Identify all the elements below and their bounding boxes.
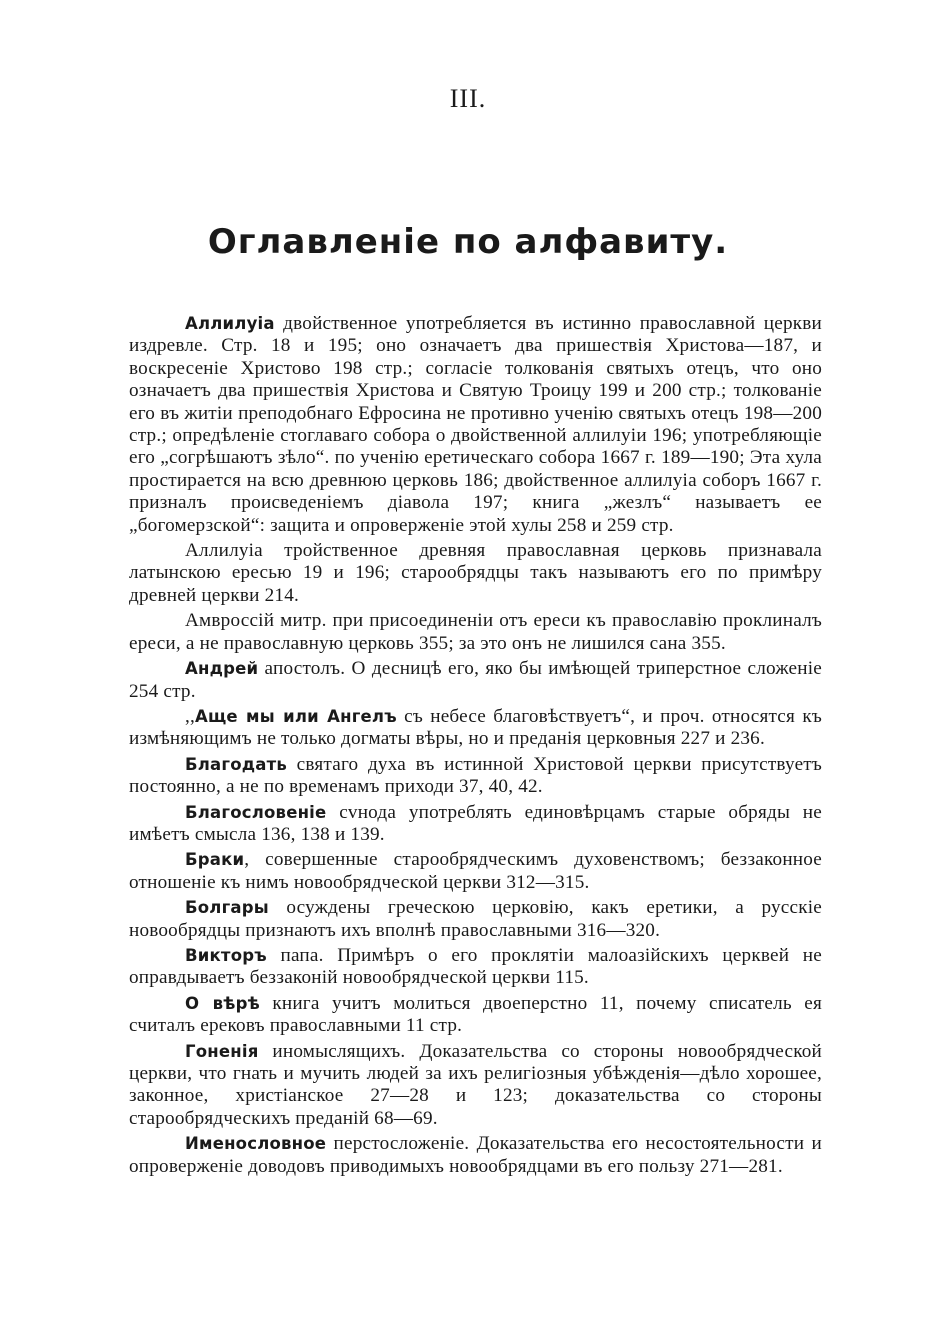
entry-text: иномыслящихъ. Доказательства со стороны новообрядческой церкви, что гнать и мучить людей за ихъ религiозныя убѣжденiя—дѣло хорошее, законное, христiанское 27—28 и 123; доказательства со стороны старообрядческихъ преданiй 68—69. <box>129 1040 822 1129</box>
index-entry <box>129 945 822 990</box>
index-entry <box>129 754 822 799</box>
entry-text: Амвроссiй митр. при присоединенiи отъ ереси къ православiю проклиналъ ереси, а не православную церковь 355; за это онъ не лишился сана 355. <box>129 610 822 654</box>
entry-term: Браки <box>185 850 245 870</box>
entry-text: книга учитъ молиться двоеперстно 11, почему списатель ея считалъ ерековъ православными 11 стр. <box>129 992 822 1037</box>
index-entry <box>129 993 822 1038</box>
entry-text: папа. Примѣръ о его проклятiи малоазiйскихъ церквей не оправдываетъ беззаконiй новообрядческой церкви 115. <box>129 944 822 989</box>
index-entry <box>129 313 822 537</box>
entry-term: Благодать <box>185 754 288 774</box>
index-entry <box>129 610 822 655</box>
page-number: III. <box>449 84 487 113</box>
entry-text: осуждены греческою церковiю, какъ еретики, а русскiе новообрядцы признаютъ ихъ вполнѣ православными 316—320. <box>129 897 822 941</box>
entry-text: сvнода употреблять единовѣрцамъ старые обряды не имѣетъ смысла 136, 138 и 139. <box>129 801 822 845</box>
entry-text: перстосложенiе. Доказательства его несостоятельности и опроверженiе доводовъ приводимыхъ новообрядцами въ его пользу 271—281. <box>129 1133 822 1177</box>
entry-text: Аллилуiа тройственное древняя православная церковь признавала латынскою ересью 19 и 196; старообрядцы такъ называютъ его по примѣру древней церкви 214. <box>129 540 822 606</box>
index-entry <box>129 802 822 847</box>
entry-term: Благословенiе <box>185 802 327 822</box>
entry-text: съ небесе благовѣствуетъ“, и проч. относятся къ измѣняющимъ не только догматы вѣры, но и преданiя церковныя 227 и 236. <box>129 705 822 750</box>
index-entry <box>129 1041 822 1131</box>
entry-text: , совершенные старообрядческимъ духовенствомъ; беззаконное отношенiе къ нимъ новообрядческой церкви 312—315. <box>129 849 822 893</box>
entry-text: святаго духа въ истинной Христовой церкви присутствуетъ постоянно, а не по временамъ приходи 37, 40, 42. <box>129 753 822 798</box>
entry-term: Викторъ <box>185 945 267 965</box>
index-entry <box>129 658 822 703</box>
index-entry <box>129 540 822 607</box>
index-entry: ,,Аще мы или Ангелъ съ небесе благовѣствуетъ“, и проч. относятся къ измѣняющимъ не только догматы вѣры, но и преданiя церковныя 227 и 236. <box>129 705 822 750</box>
index-entry <box>129 1133 822 1178</box>
index-entry <box>129 897 822 942</box>
entry-term: Андрей <box>185 659 259 679</box>
entry-term: Именословное <box>185 1134 327 1154</box>
index-entries <box>129 313 822 1181</box>
entry-term: Гоненiя <box>185 1041 259 1061</box>
entry-text: апостолъ. О десницѣ его, яко бы имѣющей триперстное сложенiе 254 стр. <box>129 658 822 702</box>
entry-text: двойственное употребляется въ истинно православной церкви издревле. Стр. 18 и 195; оно означаетъ два пришествiя Христова—187, и воскресенiе Христово 198 стр.; согласiе толкованiя святыхъ отецъ, что оно означаетъ два пришествiя Христова и Святую Троицу 199 и 200 стр.; толкованiе его въ житiи преподобнаго Ефросина не противно ученiю святыхъ отецъ 198—200 стр.; опредѣленiе стоглаваго собора о двойственной аллилуiи 196; употребляющiе его „согрѣшаютъ зѣло“. по ученiю еретическаго собора 1667 г. 189—190; Эта хула простирается на всю древнюю церковь 186; двойственное аллилуiа соборъ 1667 г. призналъ происведенiемъ дiавола 197; книга „жезлъ“ называетъ ее „богомерзской“: защита и опроверженiе этой хулы 258 и 259 стр. <box>129 313 822 536</box>
entry-term: Аллилуiа <box>185 314 275 333</box>
entry-term: Болгары <box>185 898 269 918</box>
index-entry <box>129 849 822 894</box>
page-title: Оглавленiе по алфавиту. <box>207 222 729 262</box>
entry-term: Аще мы или Ангелъ <box>195 706 397 726</box>
entry-term: О вѣрѣ <box>185 993 260 1013</box>
